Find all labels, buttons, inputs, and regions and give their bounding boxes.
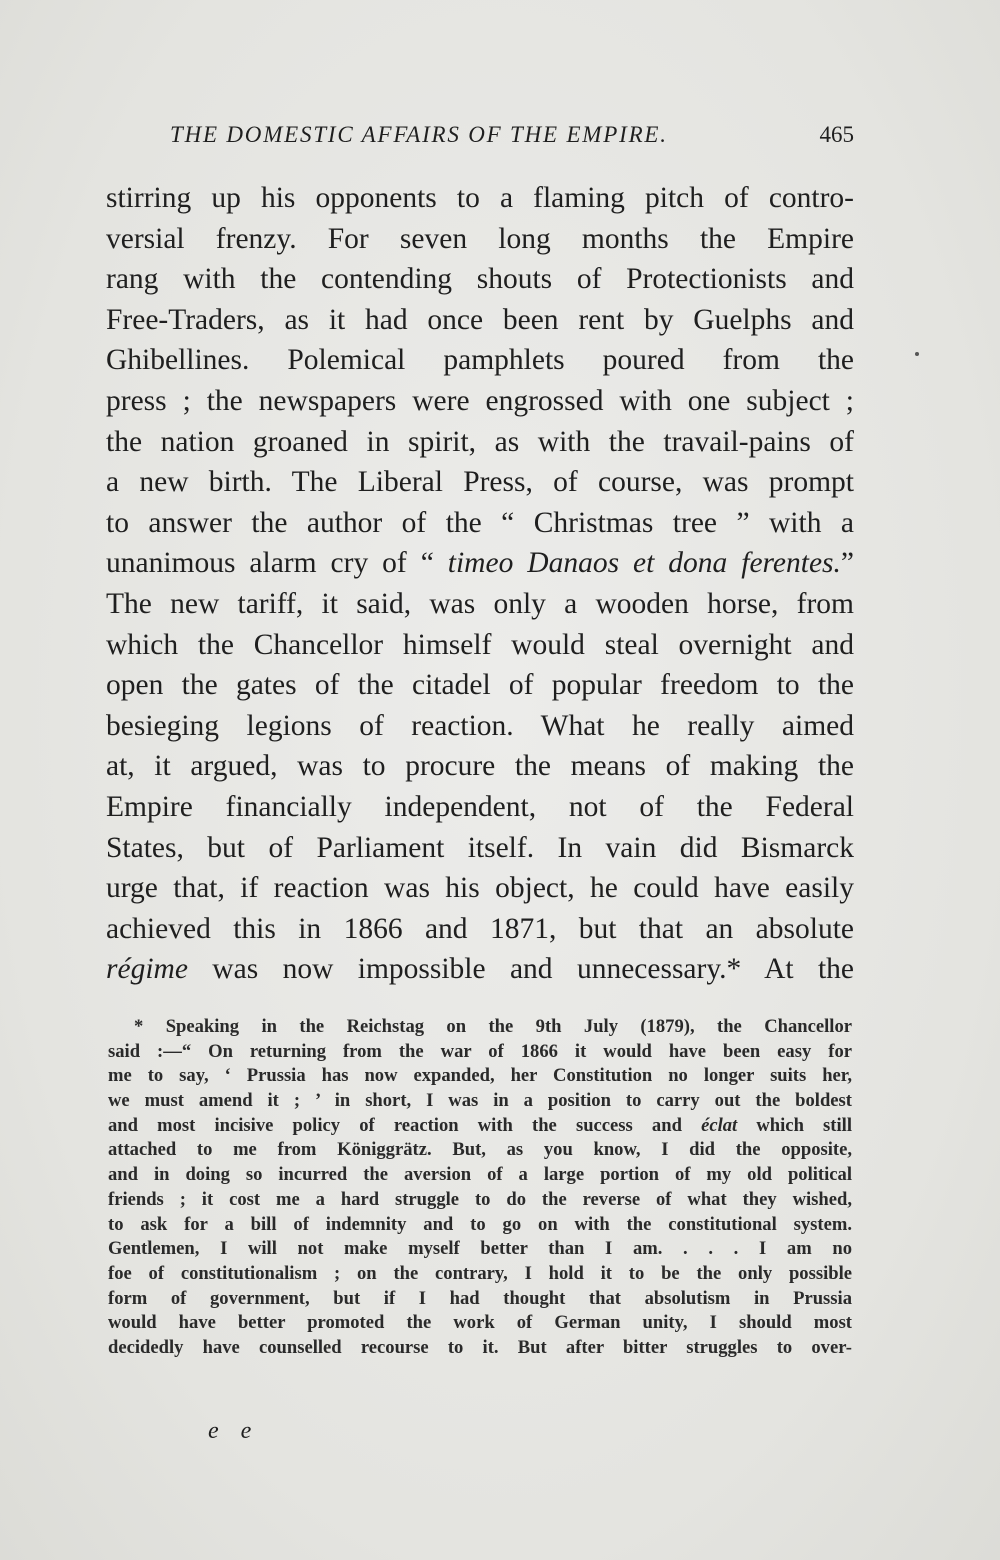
body-line [106, 949, 854, 990]
footnote-line: decidedly have counselled recourse to it. But after bitter struggles to over- [108, 1336, 852, 1358]
body-line: urge that, if reaction was his object, he could have easily [106, 872, 854, 905]
body-line: a new birth. The Liberal Press, of course, was prompt [106, 466, 854, 499]
body-line: Free-Traders, as it had once been rent by Guelphs and [106, 303, 854, 336]
footnote-line: attached to me from Königgrätz. But, as you know, I did the opposite, [108, 1139, 852, 1161]
footnote-line: * Speaking in the Reichstag on the 9th July (1879), the Chancellor [134, 1016, 852, 1037]
footnote-line-italic: éclat [701, 1114, 738, 1136]
body-line-italic: régime [106, 953, 188, 986]
footnote-line: foe of constitutionalism ; on the contrary, I hold it to be the only possible [108, 1262, 852, 1284]
footnote-line: form of government, but if I had thought that absolutism in Prussia [108, 1287, 852, 1309]
body-line: the nation groaned in spirit, as with the travail-pains of [106, 425, 854, 458]
body-line: at, it argued, was to procure the means of making the [106, 750, 854, 783]
body-line: open the gates of the citadel of popular freedom to the [106, 669, 854, 702]
body-line: which the Chancellor himself would steal overnight and [106, 628, 854, 661]
body-line: achieved this in 1866 and 1871, but that an absolute [106, 912, 854, 945]
body-line: Ghibellines. Polemical pamphlets poured from the [106, 344, 854, 377]
footnote [108, 1015, 852, 1361]
body-line: to answer the author of the “ Christmas tree ” with a [106, 506, 854, 539]
footnote-line: said :—“ On returning from the war of 1866 it would have been easy for [108, 1040, 852, 1062]
footnote-line: friends ; it cost me a hard struggle to do the reverse of what they wished, [108, 1188, 852, 1210]
stray-mark [915, 352, 919, 356]
body-line: versial frenzy. For seven long months the Empire [106, 222, 854, 255]
footnote-line: would have better promoted the work of German unity, I should most [108, 1312, 852, 1334]
page-number: 465 [819, 122, 854, 147]
signature-mark: e e [208, 1418, 260, 1444]
body-line: stirring up his opponents to a flaming pitch of contro- [106, 182, 854, 214]
body-text [106, 178, 854, 990]
body-line: besieging legions of reaction. What he really aimed [106, 709, 854, 742]
body-line: press ; the newspapers were engrossed with one subject ; [106, 384, 854, 417]
footnote-line-text: which still [737, 1114, 852, 1136]
footnote-line: and in doing so incurred the aversion of a large portion of my old political [108, 1164, 852, 1186]
running-head: THE DOMESTIC AFFAIRS OF THE EMPIRE. [170, 122, 668, 147]
body-line-text: unanimous alarm cry of “ [106, 547, 448, 580]
footnote-line: Gentlemen, I will not make myself better than I am. . . . I am no [108, 1238, 852, 1260]
body-line-text: was now impossible and unnecessary.* At the [187, 953, 854, 986]
body-line-text: ” [840, 547, 855, 580]
footnote-line: to ask for a bill of indemnity and to go on with the constitutional system. [108, 1213, 852, 1235]
body-line [106, 543, 854, 584]
page-header [170, 122, 854, 156]
footnote-line: we must amend it ; ’ in short, I was in a position to carry out the boldest [108, 1090, 852, 1112]
body-line: The new tariff, it said, was only a wooden horse, from [106, 587, 854, 620]
body-line-italic: timeo Danaos et dona ferentes. [447, 547, 841, 580]
body-line: States, but of Parliament itself. In vain did Bismarck [106, 831, 854, 864]
footnote-line [108, 1114, 852, 1139]
footnote-line: me to say, ‘ Prussia has now expanded, her Constitution no longer suits her, [108, 1065, 852, 1087]
body-line: Empire financially independent, not of the Federal [106, 790, 854, 823]
footnote-line-text: and most incisive policy of reaction with the success and [108, 1114, 702, 1136]
body-line: rang with the contending shouts of Protectionists and [106, 263, 854, 296]
